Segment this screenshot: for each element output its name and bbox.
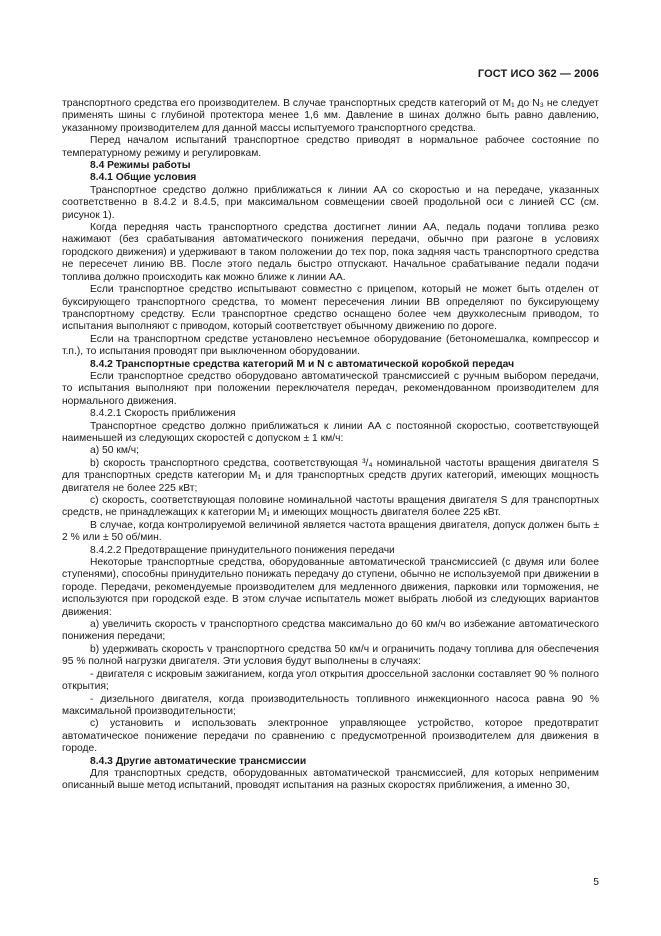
document-body [62,98,599,793]
paragraph: c) скорость, соответствующая половине номинальной частоты вращения двигателя S для транспортных средств, не принадлежащих к категории M₁ и имеющих мощность двигателя более 225 кВт. [62,495,599,519]
section-heading: 8.4.1 Общие условия [90,172,197,184]
paragraph: b) удерживать скорость v транспортного средства 50 км/ч и ограничить подачу топлива для обеспечения 95 % полной нагрузки двигателя. Эти условия будут выполнены в случаях: [62,643,599,668]
paragraph: 8.4.2.1 Скорость приближения [90,408,236,420]
paragraph: Если транспортное средство испытывают совместно с прицепом, который не может быть отделен от буксирующего транспортного средства, то момент пересечения линии BB определяют по буксирующему транспортному средству. Если транспортное средство оснащено более чем двухколесным приводом, то испытания выполняют с приводом, который соответствует обычному движению по дороге. [62,284,599,333]
paragraph: - дизельного двигателя, когда производительность топливного инжекционного насоса равна 90 % максимальной производительности; [62,693,599,717]
paragraph: - двигателя с искровым зажиганием, когда угол открытия дроссельной заслонки составляет 90 % полного открытия; [62,668,599,693]
paragraph: Транспортное средство должно приближаться к линии AA с постоянной скоростью, соответствующей наименьшей из следующих скоростей с допуском ± 1 км/ч: [62,420,599,444]
section-heading: 8.4.2 Транспортные средства категорий M и N с автоматической коробкой передач [90,358,515,370]
paragraph: В случае, когда контролируемой величиной является частота вращения двигателя, допуск должен быть ± 2 % или ± 50 об/мин. [62,519,599,544]
paragraph: Транспортное средство должно приближаться к линии AA со скоростью и на передаче, указанных соответственно в 8.4.2 и 8.4.5, при максимальном совмещении своей продольной оси с линией CC (см. рисунок 1). [62,184,599,221]
paragraph: Если на транспортном средстве установлено несъемное оборудование (бетономешалка, компрессор и т.п.), то испытания проводят при выключенном оборудовании. [62,333,599,358]
paragraph: Когда передняя часть транспортного средства достигнет линии AA, педаль подачи топлива резко нажимают (без срабатывания автоматического понижения передачи, обычно при разгоне в условиях городского движения) и удерживают в таком положении до тех пор, пока задняя часть транспортного средства не пересечет линию BB. После этого педаль быстро отпускают. Начальное срабатывание педали подачи топлива должно происходить как можно ближе к линии AA. [62,222,599,283]
paragraph: a) увеличить скорость v транспортного средства максимально до 60 км/ч во избежание автоматического понижения передачи; [62,619,599,643]
paragraph: Некоторые транспортные средства, оборудованные автоматической трансмиссией (с двумя или более ступенями), способны принудительно понижать передачу до ступени, обычно не используемой при движении в городе. Передачи, рекомендуемые производителем для медленного движения, парковки или торможения, не используются при городской езде. В этом случае испытатель может выбрать любой из следующих вариантов движения: [62,557,599,618]
paragraph: 8.4.2.2 Предотвращение принудительного понижения передачи [90,544,395,556]
paragraph: Для транспортных средств, оборудованных автоматической трансмиссией, для которых неприменим описанный выше метод испытаний, проводят испытания на разных скоростях приближения, а именно 30, [62,767,599,792]
paragraph: b) скорость транспортного средства, соответствующая ³/₄ номинальной частоты вращения двигателя S для транспортных средств категории M₁ и для транспортных средств других категорий, имеющих мощность двигателя не более 225 кВт; [62,457,599,494]
document-header: ГОСТ ИСО 362 — 2006 [477,68,599,80]
page-number: 5 [593,877,599,888]
paragraph: Если транспортное средство оборудовано автоматической трансмиссией с ручным выбором передачи, то испытания выполняют при положении переключателя передач, рекомендованном производителем для нормального движения. [62,370,599,407]
paragraph: Перед началом испытаний транспортное средство приводят в нормальное рабочее состояние по температурному режиму и регулировкам. [62,135,599,159]
section-heading: 8.4.3 Другие автоматические трансмиссии [90,755,307,767]
section-heading: 8.4 Режимы работы [90,160,191,172]
paragraph: a) 50 км/ч; [90,445,140,457]
paragraph: транспортного средства его производителем. В случае транспортных средств категорий от M₁ до N₃ не следует применять шины с глубиной протектора менее 1,6 мм. Давление в шинах должно быть равно давлению, указанному производителем для данной массы испытуемого транспортного средства. [62,98,599,134]
paragraph: c) установить и использовать электронное управляющее устройство, которое предотвратит автоматическое понижение передачи по сравнению с предусмотренной производителем для движения в городе. [62,718,599,755]
